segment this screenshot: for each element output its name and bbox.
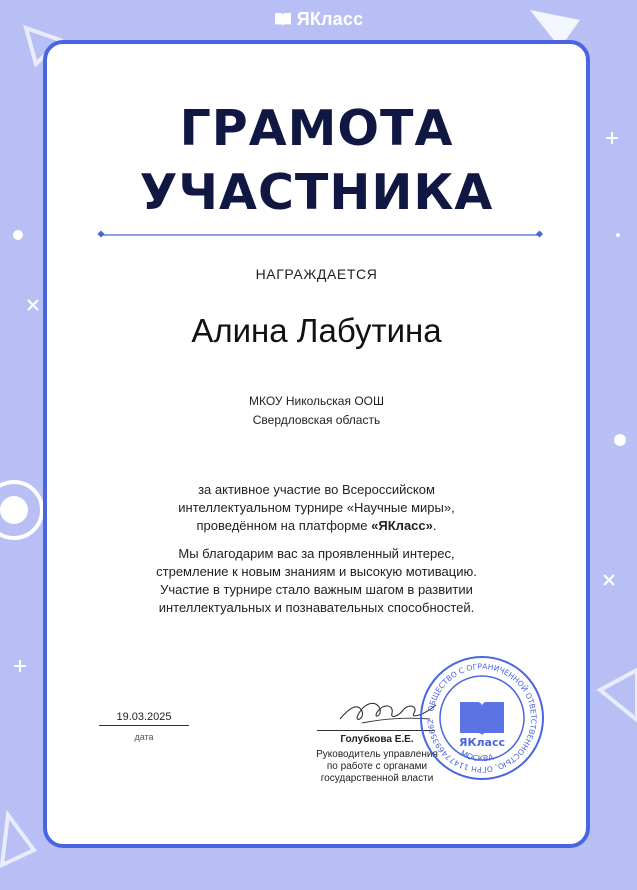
date-caption: дата — [134, 732, 154, 742]
brand-logo — [0, 9, 637, 30]
stamp-ring-text: ОБЩЕСТВО С ОГРАНИЧЕННОЙ ОТВЕТСТВЕННОСТЬЮ, ОГРН 1147746935662 — [425, 661, 539, 775]
thanks-line-3: Участие в турнире стало важным шагом в развитии — [160, 582, 473, 597]
platform-prefix: проведённом на платформе — [196, 518, 368, 533]
sentence-end: . — [432, 518, 437, 533]
company-stamp — [418, 654, 546, 782]
date-line — [99, 725, 189, 726]
signer-position-1: Руководитель управления — [316, 749, 438, 760]
certificate-title-line2: УЧАСТНИКА — [139, 164, 494, 221]
body-line-3 — [47, 517, 586, 535]
signer-position-3: государственной власти — [320, 773, 434, 784]
brand-name: ЯКласс — [296, 9, 364, 29]
thanks-line-1: Мы благодарим вас за проявленный интерес, — [178, 546, 455, 561]
stamp-logo-text: ЯКласс — [459, 736, 505, 749]
thanks-line-2: стремление к новым знаниям и высокую мотивацию. — [156, 564, 477, 579]
school-info — [47, 392, 586, 430]
awarded-label: НАГРАЖДАЕТСЯ — [255, 266, 378, 282]
school-name: МКОУ Никольская ООШ — [249, 394, 384, 408]
stamp-book-icon — [460, 702, 504, 736]
thanks-line-4: интеллектуальных и познавательных способностей. — [158, 600, 475, 615]
date-block — [99, 711, 189, 742]
certificate-body — [47, 481, 586, 617]
stamp-city: МОСКВА — [458, 748, 495, 764]
title-divider — [97, 230, 544, 240]
body-line-1: за активное участие во Всероссийском — [198, 482, 435, 497]
body-line-2: интеллектуальном турнире «Научные миры», — [178, 500, 455, 515]
book-icon — [274, 12, 292, 27]
signer-position-2: по работе с органами — [326, 761, 428, 772]
date-value: 19.03.2025 — [116, 711, 172, 723]
platform-name: «ЯКласс» — [371, 518, 433, 533]
certificate-title-line1: ГРАМОТА — [179, 100, 454, 157]
certificate-card — [43, 40, 590, 848]
svg-text:МОСКВА — [459, 749, 495, 763]
recipient-name: Алина Лабутина — [191, 312, 442, 349]
signer-name: Голубкова Е.Е. — [340, 734, 414, 745]
school-region: Свердловская область — [252, 413, 381, 427]
